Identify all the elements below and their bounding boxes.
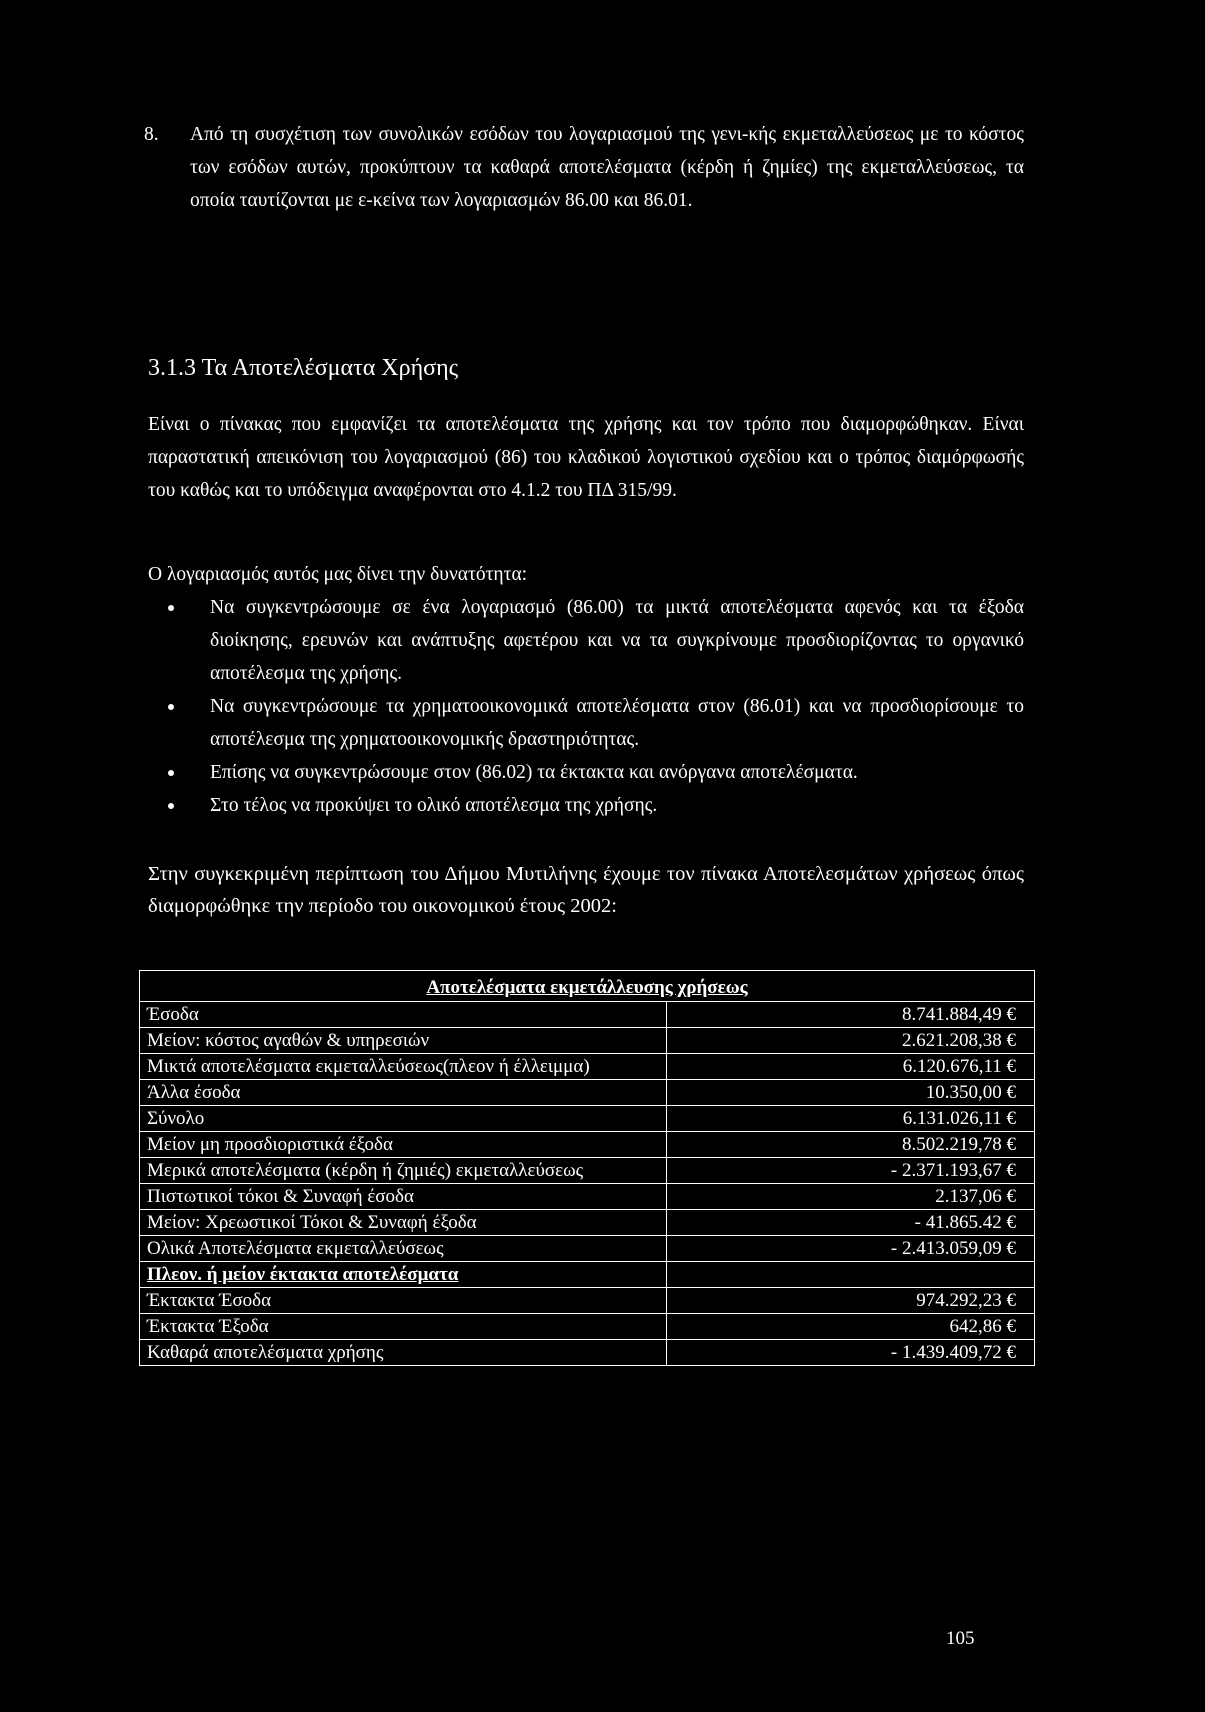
row-value: - 41.865.42 €: [667, 1210, 1035, 1236]
row-label: [140, 1262, 667, 1288]
table-row: [140, 1184, 1035, 1210]
list-item: Να συγκεντρώσουμε τα χρηματοοικονομικά αποτελέσματα στον (86.01) και να προσδιορίσουμε το αποτέλεσμα της χρηματοοικονομικής δραστηριότητας.: [148, 690, 1024, 756]
case-paragraph: Στην συγκεκριμένη περίπτωση του Δήμου Μυτιλήνης έχουμε τον πίνακα Αποτελεσμάτων χρήσεως όπως διαμορφώθηκε την περίοδο του οικονομικού έτους 2002:: [148, 863, 1024, 917]
list-item: Επίσης να συγκεντρώσουμε στον (86.02) τα έκτακτα και ανόργανα αποτελέσματα.: [148, 756, 1024, 789]
row-label: Μείον: κόστος αγαθών & υπηρεσιών: [140, 1028, 667, 1054]
table-row: [140, 1314, 1035, 1340]
table-row: [140, 1236, 1035, 1262]
case-paragraph-block: [148, 858, 1024, 922]
intro-paragraph-block: [148, 408, 1024, 507]
table-row: [140, 1054, 1035, 1080]
row-value: [667, 1262, 1035, 1288]
row-value: 10.350,00 €: [667, 1080, 1035, 1106]
row-value: 8.741.884,49 €: [667, 1002, 1035, 1028]
intro-paragraph: Είναι ο πίνακας που εμφανίζει τα αποτελέσματα της χρήσης και τον τρόπο που διαμορφώθηκαν. Είναι παραστατική απεικόνιση του λογαριασμού (86) του κλαδικού λογιστικού σχεδίου και ο τρόπος διαμόρφωσής του καθώς και το υπόδειγμα αναφέρονται στο 4.1.2 του ΠΔ 315/99.: [148, 414, 1024, 501]
row-label: Έσοδα: [140, 1002, 667, 1028]
row-value: 2.621.208,38 €: [667, 1028, 1035, 1054]
section-heading: 3.1.3 Τα Αποτελέσματα Χρήσης: [148, 355, 459, 381]
list-item: Στο τέλος να προκύψει το ολικό αποτέλεσμα της χρήσης.: [148, 789, 1024, 822]
table-row: [140, 1106, 1035, 1132]
row-value: 642,86 €: [667, 1314, 1035, 1340]
table-row: [140, 1028, 1035, 1054]
row-label: Μικτά αποτελέσματα εκμεταλλεύσεως(πλεον ή έλλειμμα): [140, 1054, 667, 1080]
row-label: Ολικά Αποτελέσματα εκμεταλλεύσεως: [140, 1236, 667, 1262]
table-row: [140, 1002, 1035, 1028]
row-value: - 2.371.193,67 €: [667, 1158, 1035, 1184]
row-value: - 2.413.059,09 €: [667, 1236, 1035, 1262]
table-row: [140, 1340, 1035, 1366]
row-value: - 1.439.409,72 €: [667, 1340, 1035, 1366]
row-label: Άλλα έσοδα: [140, 1080, 667, 1106]
row-label: Πιστωτικοί τόκοι & Συναφή έσοδα: [140, 1184, 667, 1210]
capabilities-lead: Ο λογαριασμός αυτός μας δίνει την δυνατότητα:: [148, 564, 528, 585]
table-row: [140, 1210, 1035, 1236]
table-title: Αποτελέσματα εκμετάλλευσης χρήσεως: [140, 971, 1035, 1002]
table-row: [140, 1288, 1035, 1314]
row-label: Έκτακτα Έσοδα: [140, 1288, 667, 1314]
section-8-text: Από τη συσχέτιση των συνολικών εσόδων του λογαριασμού της γενι-κής εκμεταλλεύσεως με το κόστος των εσόδων αυτών, προκύπτουν τα καθαρά αποτελέσματα (κέρδη ή ζημίες) της εκμεταλλεύσεως, τα οποία ταυτίζονται με ε-κείνα των λογαριασμών 86.00 και 86.01.: [190, 124, 1024, 211]
extraordinary-subheading: Πλεον. ή μείον έκτακτα αποτελέσματα: [147, 1264, 459, 1285]
list-item: Να συγκεντρώσουμε σε ένα λογαριασμό (86.00) τα μικτά αποτελέσματα αφενός και τα έξοδα διοίκησης, ερευνών και ανάπτυξης αφετέρου και να τα συγκρίνουμε προσδιορίζοντας το οργανικό αποτέλεσμα της χρήσης.: [148, 591, 1024, 690]
row-value: 8.502.219,78 €: [667, 1132, 1035, 1158]
row-value: 974.292,23 €: [667, 1288, 1035, 1314]
table-row: [140, 1158, 1035, 1184]
capabilities-list: [148, 591, 1024, 822]
row-label: Μερικά αποτελέσματα (κέρδη ή ζημιές) εκμεταλλεύσεως: [140, 1158, 667, 1184]
row-label: Μείον: Χρεωστικοί Τόκοι & Συναφή έξοδα: [140, 1210, 667, 1236]
table-header-row: [140, 971, 1035, 1002]
row-value: 2.137,06 €: [667, 1184, 1035, 1210]
table-subheader-row: [140, 1262, 1035, 1288]
row-value: 6.120.676,11 €: [667, 1054, 1035, 1080]
results-table: [139, 970, 1035, 1366]
table-row: [140, 1080, 1035, 1106]
row-label: Καθαρά αποτελέσματα χρήσης: [140, 1340, 667, 1366]
row-label: Μείον μη προσδιοριστικά έξοδα: [140, 1132, 667, 1158]
row-value: 6.131.026,11 €: [667, 1106, 1035, 1132]
row-label: Σύνολο: [140, 1106, 667, 1132]
row-label: Έκτακτα Έξοδα: [140, 1314, 667, 1340]
capabilities-block: [148, 558, 1024, 822]
table-row: [140, 1132, 1035, 1158]
section-8-number: 8.: [144, 124, 159, 145]
section-8: [144, 118, 1024, 217]
page-number: 105: [946, 1628, 975, 1649]
